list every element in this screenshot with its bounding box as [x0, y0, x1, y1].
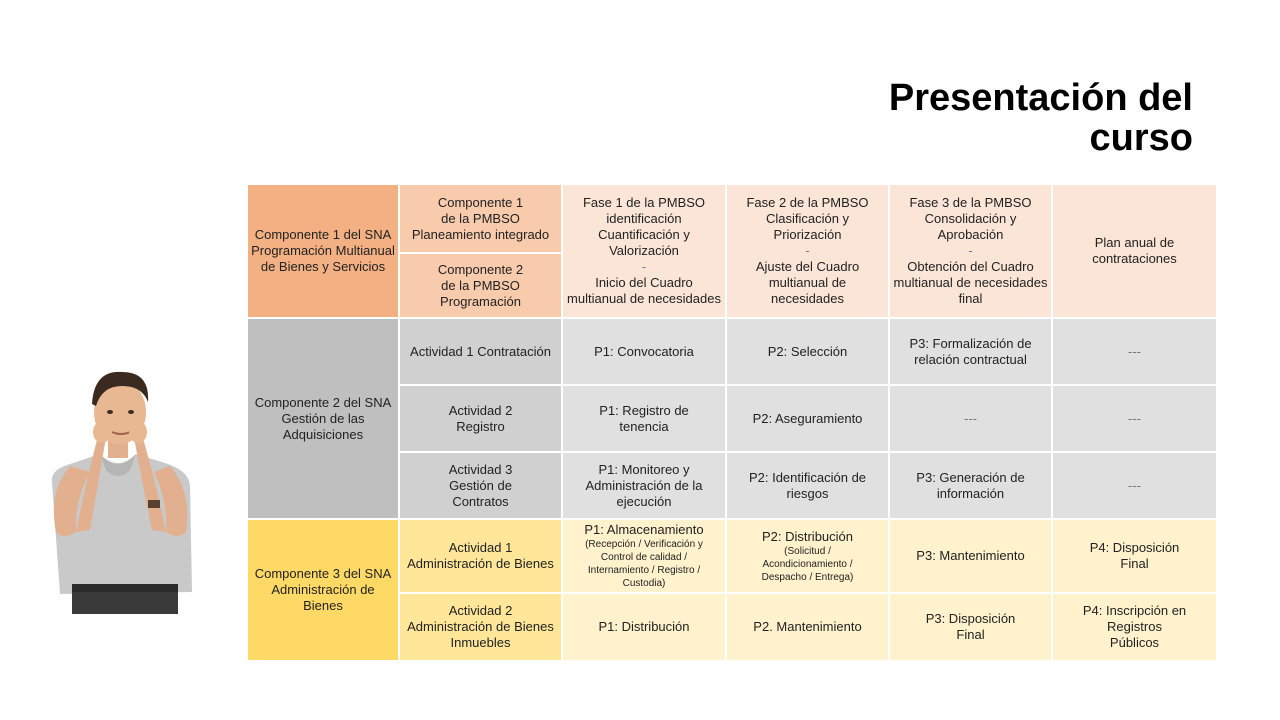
- annual-plan-cell: Plan anual de contrataciones: [1052, 184, 1217, 318]
- goods-activity-1-cell: Actividad 1 Administración de Bienes: [399, 519, 562, 593]
- act1-p3-cell: P3: Formalización de relación contractual: [889, 318, 1052, 385]
- act3-p1-cell: P1: Monitoreo y Administración de la ejecución: [562, 452, 726, 519]
- goods-activity-2-cell: Actividad 2 Administración de Bienes Inmuebles: [399, 593, 562, 661]
- bien2-p4-cell: P4: Inscripción en Registros Públicos: [1052, 593, 1217, 661]
- phase-1-cell: Fase 1 de la PMBSO identificación Cuantificación y Valorización - Inicio del Cuadro multianual de necesidades: [562, 184, 726, 318]
- pmbso-component-1-cell: Componente 1 de la PMBSO Planeamiento integrado: [399, 184, 562, 253]
- bien1-p3-cell: P3: Mantenimiento: [889, 519, 1052, 593]
- title-line-2: curso: [1089, 117, 1193, 159]
- pmbso-component-2-cell: Componente 2 de la PMBSO Programación: [399, 253, 562, 318]
- act1-p4-cell: ---: [1052, 318, 1217, 385]
- phase-3-cell: Fase 3 de la PMBSO Consolidación y Aprobación - Obtención del Cuadro multianual de necesidades final: [889, 184, 1052, 318]
- act3-p2-cell: P2: Identificación de riesgos: [726, 452, 889, 519]
- activity-1-contract-cell: Actividad 1 Contratación: [399, 318, 562, 385]
- act2-p4-cell: ---: [1052, 385, 1217, 452]
- act2-p2-cell: P2: Aseguramiento: [726, 385, 889, 452]
- sna-component-3-cell: Componente 3 del SNA Administración de Bienes: [247, 519, 399, 661]
- bien2-p3-cell: P3: Disposición Final: [889, 593, 1052, 661]
- slide-title: [889, 78, 1193, 158]
- activity-2-registry-cell: Actividad 2 Registro: [399, 385, 562, 452]
- course-structure-table: [246, 183, 1218, 662]
- bien2-p2-cell: P2. Mantenimiento: [726, 593, 889, 661]
- bien1-p2-cell: P2: Distribución (Solicitud / Acondicionamiento / Despacho / Entrega): [726, 519, 889, 593]
- act1-p1-cell: P1: Convocatoria: [562, 318, 726, 385]
- activity-3-contracts-cell: Actividad 3 Gestión de Contratos: [399, 452, 562, 519]
- act3-p3-cell: P3: Generación de información: [889, 452, 1052, 519]
- bien2-p1-cell: P1: Distribución: [562, 593, 726, 661]
- act2-p3-cell: ---: [889, 385, 1052, 452]
- bien1-p1-cell: P1: Almacenamiento (Recepción / Verificación y Control de calidad / Internamiento / Registro / Custodia): [562, 519, 726, 593]
- title-line-1: Presentación del: [888, 77, 1193, 119]
- sna-component-1-cell: Componente 1 del SNA Programación Multianual de Bienes y Servicios: [247, 184, 399, 318]
- act2-p1-cell: P1: Registro de tenencia: [562, 385, 726, 452]
- sna-component-2-cell: Componente 2 del SNA Gestión de las Adquisiciones: [247, 318, 399, 519]
- act1-p2-cell: P2: Selección: [726, 318, 889, 385]
- act3-p4-cell: ---: [1052, 452, 1217, 519]
- person-pointing-eyes-photo: [30, 362, 230, 614]
- phase-2-cell: Fase 2 de la PMBSO Clasificación y Priorización - Ajuste del Cuadro multianual de necesidades: [726, 184, 889, 318]
- bien1-p4-cell: P4: Disposición Final: [1052, 519, 1217, 593]
